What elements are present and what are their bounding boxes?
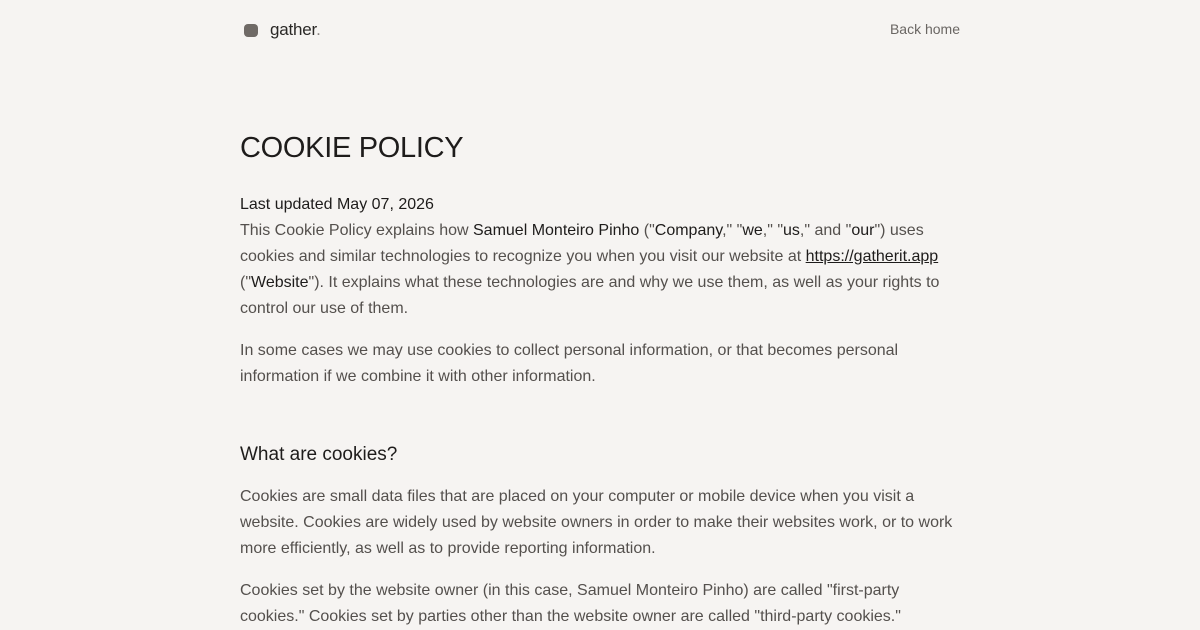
logo-dot: . xyxy=(316,20,321,39)
intro-paragraph-2: In some cases we may use cookies to collect personal information, or that becomes personal information if we combine it with other information. xyxy=(240,342,899,385)
last-updated: Last updated May 07, 2026 xyxy=(240,196,434,213)
section-paragraph-1: Cookies are small data files that are placed on your computer or mobile device when you visit a website. Cookies are widely used by website owners in order to make their websites work, or to work more efficiently, as well as to provide reporting information. xyxy=(240,488,953,557)
website-url-link[interactable]: https://gatherit.app xyxy=(805,248,939,265)
site-header xyxy=(240,0,960,60)
logo-text xyxy=(270,20,321,40)
logo-link[interactable] xyxy=(244,20,321,40)
page-title: COOKIE POLICY xyxy=(240,132,464,164)
back-home-link[interactable]: Back home xyxy=(889,21,960,37)
intro-paragraph: This Cookie Policy explains how Samuel Monteiro Pinho ("Company," "we," "us," and "our") uses cookies and similar technologies to recognize you when you visit our website at https://gatherit.app ("Website"). It explains what these technologies are and why we use them, as well as your rights to control our use of them. xyxy=(240,222,940,317)
policy-content xyxy=(240,128,960,630)
logo-wordmark: gather xyxy=(270,20,317,39)
section-paragraph-2: Cookies set by the website owner (in this case, Samuel Monteiro Pinho) are called "first-party cookies." Cookies set by parties other than the website owner are called "third-party cookies." xyxy=(240,582,901,625)
company-name: Samuel Monteiro Pinho xyxy=(473,222,640,239)
section-heading-what-are-cookies: What are cookies? xyxy=(240,444,398,465)
logo-icon xyxy=(244,24,258,37)
